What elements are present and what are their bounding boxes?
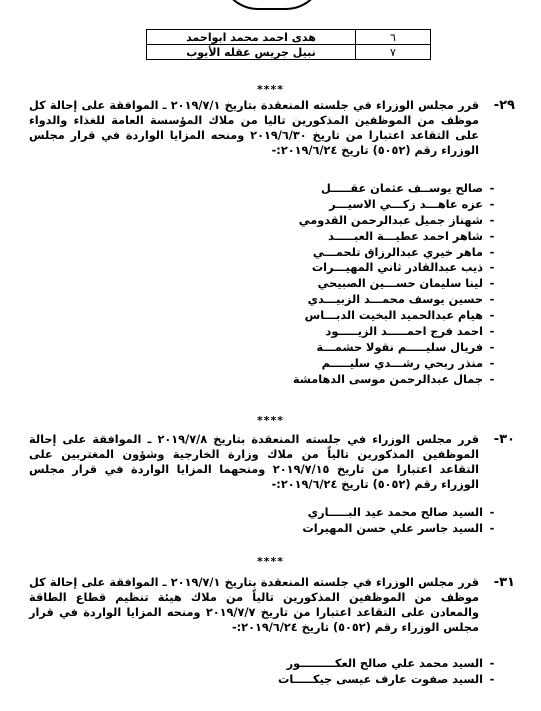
people-list-31 — [278, 656, 501, 688]
list-item: -هيام عبدالحميد البخيت الدبـــاس — [304, 309, 495, 323]
list-item: -منذر ربحي رشـــدي سليـــــم — [321, 356, 495, 370]
section-separator: **** — [256, 414, 284, 427]
list-item: -السيد محمد علي صالح العكـــــــــور — [286, 657, 495, 670]
list-item: -شهناز جميل عبدالرحمن القدومي — [298, 213, 495, 227]
section-separator: **** — [256, 83, 284, 96]
decision-text: قرر مجلس الوزراء في جلسته المنعقدة بتاريخ ٢٠١٩/٧/١ ـ الموافقة على إحالة كل موظف من الموظفين المذكورين تاليا من ملاك المؤسسة العامة للغذاء والدواء على التقاعد اعتبارا من تاريخ ٢٠١٩/٦/٣٠ ومنحه المزايا الواردة في قرار مجلس الوزراء رقم (٥٠٥٢) تاريخ ٢٠١٩/٦/٢٤:- — [29, 99, 480, 157]
people-list-29 — [293, 181, 501, 388]
list-item: -ماهر خيري عبدالرزاق تلحمـــي — [312, 245, 495, 259]
list-item: -السيد جاسر علي حسن المهيرات — [302, 521, 495, 535]
decision-number: ٢٩- — [493, 98, 515, 113]
row-name: هدى احمد محمد ابواحمد — [147, 30, 356, 45]
list-item: -السيد صفوت عارف عيسى جيكـــــات — [277, 672, 495, 686]
list-item: -ذيب عبدالقادر ثاني المهيـــرات — [311, 261, 495, 275]
list-item: -لينا سليمان حســـين الصبيحي — [317, 277, 495, 291]
list-item: -فريال سليـــــم نقولا حشمـــة — [316, 340, 495, 354]
decision-29 — [29, 98, 515, 158]
decision-text: قرر مجلس الوزراء في جلسته المنعقدة بتاريخ ٢٠١٩/٧/٨ ـ الموافقة على إحالة الموظفين المذكورين تالياً من ملاك وزارة الخارجية وشؤون المغتربين على التقاعد اعتبارا من تاريخ ٢٠١٩/٧/١٥ ومنحهما المزايا الواردة في قرار مجلس الوزراء رقم (٥٠٥٢) تاريخ ٢٠١٩/٦/٢٤:- — [29, 433, 479, 491]
decision-number: ٣٠- — [493, 432, 515, 447]
list-item: -حسين يوسف محمـــد الزبيـــدي — [307, 293, 495, 307]
decision-31 — [29, 575, 515, 635]
list-item: -السيد صالح محمد عيد البـــــاري — [307, 506, 495, 519]
table-row — [147, 45, 431, 60]
names-table — [146, 29, 431, 60]
seal-emblem — [220, 0, 324, 10]
list-item: -صالح يوســف عثمان عقـــــل — [321, 182, 495, 195]
table-row — [147, 30, 431, 45]
section-separator: **** — [256, 555, 284, 568]
list-item: -شاهر احمد عطيـــة العبـــــد — [328, 229, 495, 243]
decision-text: قرر مجلس الوزراء في جلسته المنعقدة بتاريخ ٢٠١٩/٧/١ ـ الموافقة على إحالة كل موظف من الموظفين المذكورين تالياً من ملاك هيئة تنظيم قطاع الطاقة والمعادن على التقاعد اعتبارا من تاريخ ٢٠١٩/٧/٧ ومنحه المزايا الواردة في قرار مجلس الوزراء رقم (٥٠٥٢) تاريخ ٢٠١٩/٦/٢٤:- — [29, 576, 480, 634]
list-item: -احمد فرج احمـــــد الزيـــــود — [325, 325, 495, 339]
row-name: نبيل جريس عقله الأيوب — [147, 45, 356, 60]
list-item: -جمال عبدالرحمن موسى الدهامشة — [292, 372, 495, 386]
row-number: ٦ — [356, 30, 431, 45]
decision-30 — [29, 432, 515, 492]
list-item: -عزه عاهـــد زكـــي الاسيـــر — [329, 197, 495, 211]
row-number: ٧ — [356, 45, 431, 60]
people-list-30 — [302, 505, 501, 537]
decision-number: ٣١- — [493, 575, 515, 590]
